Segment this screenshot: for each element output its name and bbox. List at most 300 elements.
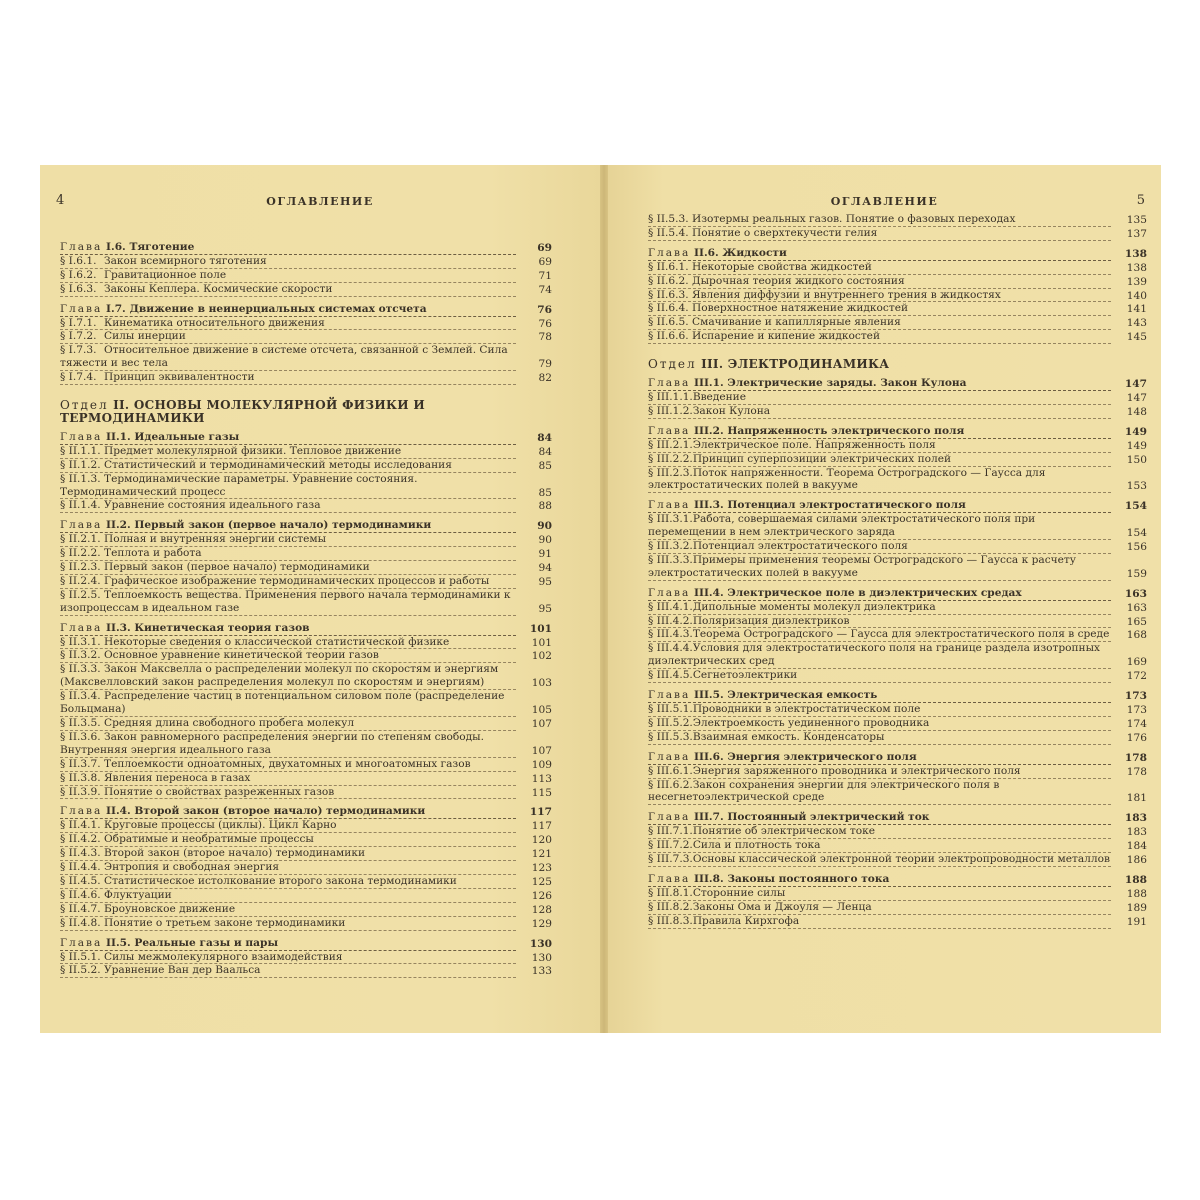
- toc-entry-title: [648, 213, 1111, 227]
- entry-number: III.7.: [694, 811, 724, 824]
- toc-entry-title: [60, 663, 516, 690]
- section-number: § II.5.1.: [60, 950, 101, 963]
- entry-page-number: 109: [531, 758, 552, 771]
- toc-entry-title: [648, 915, 1111, 929]
- entry-page-number: 183: [1126, 826, 1147, 839]
- entry-title-text: Изотермы реальных газов. Понятие о фазовых переходах: [692, 213, 1016, 225]
- entry-number: III.2.: [694, 424, 724, 437]
- section-number: § III.3.2.: [648, 540, 693, 553]
- entry-page-number: 126: [531, 889, 552, 902]
- entry-title-text: Основы классической электронной теории электропроводности металлов: [692, 853, 1110, 866]
- section-number: § III.8.1.: [648, 886, 693, 899]
- entry-title-text: Сегнетоэлектрики: [692, 669, 798, 682]
- entry-title-text: Потенциал электростатического поля: [692, 540, 908, 553]
- toc-section-entry: [60, 371, 552, 385]
- entry-page-number: 172: [1126, 670, 1147, 683]
- toc-entry-title: [648, 811, 1111, 825]
- chapter-label: Глава: [648, 499, 691, 512]
- section-number: § II.3.5.: [60, 717, 101, 729]
- toc-entry-title: [60, 317, 516, 331]
- entry-title-text: Кинематика относительного движения: [104, 316, 325, 329]
- section-number: § III.5.3.: [648, 730, 693, 743]
- toc-entry-title: [60, 917, 516, 931]
- entry-page-number: 184: [1126, 840, 1147, 853]
- toc-section-entry: [648, 615, 1147, 629]
- toc-entry-title: [648, 358, 1111, 371]
- section-number: § I.6.2.: [60, 268, 97, 281]
- toc-entry-title: [60, 330, 516, 344]
- toc-chapter-entry: [60, 937, 552, 951]
- entry-number: III.4.: [694, 586, 724, 599]
- page-number: 4: [56, 193, 65, 208]
- toc-section-entry: [648, 887, 1147, 901]
- toc-entry-title: [648, 731, 1111, 745]
- section-number: § II.3.3.: [60, 663, 101, 676]
- entry-title-text: Статистическое истолкование второго закона термодинамики: [104, 874, 457, 887]
- entry-title-text: Кинетическая теория газов: [134, 621, 310, 634]
- toc-section-entry: [648, 765, 1147, 779]
- toc-entry-title: [648, 839, 1111, 853]
- chapter-label: Глава: [648, 872, 691, 885]
- entry-title-text: Энергия электрического поля: [727, 750, 917, 763]
- entry-page-number: 168: [1126, 629, 1147, 642]
- entry-title-text: Правила Кирхгофа: [692, 914, 800, 927]
- section-number: § II.3.7.: [60, 757, 101, 770]
- toc-section-entry: [60, 786, 552, 800]
- toc-entry-title: [60, 303, 516, 317]
- toc-chapter-entry: [60, 805, 552, 819]
- section-number: § II.5.3.: [648, 213, 689, 225]
- entry-number: II.5.: [106, 936, 131, 949]
- section-number: § II.2.1.: [60, 533, 101, 546]
- toc-entry-title: [648, 227, 1111, 241]
- toc-section-entry: [60, 903, 552, 917]
- entry-page-number: 163: [1126, 601, 1147, 614]
- section-number: § III.7.1.: [648, 825, 693, 838]
- entry-page-number: 147: [1124, 378, 1147, 391]
- running-head: ОГЛАВЛЕНИЕ: [830, 195, 939, 208]
- toc-section-entry: [648, 915, 1147, 929]
- chapter-label: Глава: [648, 811, 691, 824]
- entry-page-number: 103: [531, 677, 552, 690]
- toc-section-entry: [60, 819, 552, 833]
- entry-page-number: 120: [531, 834, 552, 847]
- entry-title-text: Термодинамические параметры. Уравнение состояния. Термодинамический процесс: [60, 472, 418, 498]
- entry-page-number: 165: [1126, 615, 1147, 628]
- section-number: § III.2.2.: [648, 452, 693, 465]
- open-book: [40, 165, 1161, 1033]
- entry-page-number: 85: [538, 459, 552, 472]
- entry-title-text: Флуктуации: [104, 888, 172, 901]
- toc-section-entry: [648, 513, 1147, 540]
- entry-page-number: 176: [1126, 731, 1147, 744]
- toc-section-entry: [60, 875, 552, 889]
- toc-entry-title: [60, 805, 516, 819]
- toc-entry-title: [648, 540, 1111, 554]
- section-number: § III.5.1.: [648, 703, 693, 715]
- entry-page-number: 174: [1126, 717, 1147, 730]
- entry-page-number: 128: [531, 903, 552, 916]
- entry-page-number: 145: [1126, 331, 1147, 344]
- toc-entry-title: [648, 887, 1111, 901]
- entry-title-text: Второй закон (второе начало) термодинамики: [134, 805, 426, 818]
- section-number: § II.5.4.: [648, 226, 689, 239]
- entry-number: II.2.: [106, 519, 131, 532]
- entry-title-text: Сила и плотность тока: [692, 839, 821, 852]
- toc-section-entry: [648, 453, 1147, 467]
- section-number: § II.2.5.: [60, 588, 101, 601]
- entry-page-number: 139: [1126, 275, 1147, 288]
- toc-section-entry: [60, 255, 552, 269]
- entry-title-text: Дырочная теория жидкого состояния: [692, 274, 905, 287]
- entry-title-text: Электрическое поле. Напряженность поля: [692, 438, 936, 451]
- entry-title-text: Закон всемирного тяготения: [104, 254, 267, 267]
- toc-entry-title: [60, 690, 516, 717]
- entry-title-text: Основное уравнение кинетической теории газов: [104, 649, 379, 662]
- entry-number: II.1.: [106, 430, 131, 443]
- entry-title-text: Теплоемкость вещества. Применения первого начала термодинамики к изопроцессам в идеальном газе: [60, 588, 511, 614]
- toc-section-entry: [60, 636, 552, 650]
- toc-section-entry: [648, 316, 1147, 330]
- section-number: § II.4.8.: [60, 916, 101, 929]
- section-number: § III.1.1.: [648, 390, 693, 403]
- entry-page-number: 125: [531, 875, 552, 888]
- section-number: § II.4.7.: [60, 902, 101, 915]
- entry-page-number: 84: [537, 431, 552, 444]
- entry-page-number: 178: [1124, 751, 1147, 764]
- toc-entry-title: [60, 344, 516, 371]
- toc-section-entry: [648, 825, 1147, 839]
- toc-section-entry: [60, 951, 552, 965]
- toc-section-entry: [648, 467, 1147, 494]
- section-number: § III.7.3.: [648, 853, 693, 866]
- toc-entry-title: [648, 405, 1111, 419]
- chapter-label: Глава: [60, 805, 103, 818]
- entry-page-number: 153: [1126, 480, 1147, 493]
- section-number: § I.7.3.: [60, 344, 97, 357]
- toc-entry-title: [648, 391, 1111, 405]
- entry-page-number: 91: [538, 548, 552, 561]
- section-number: § I.6.1.: [60, 254, 97, 267]
- toc-chapter-entry: [648, 811, 1147, 825]
- entry-title-text: Тяготение: [129, 241, 195, 253]
- section-number: § III.3.1.: [648, 513, 693, 526]
- toc-entry-title: [60, 547, 516, 561]
- chapter-label: Глава: [648, 246, 691, 259]
- entry-title-text: Реальные газы и пары: [134, 936, 279, 949]
- toc-section-entry: [60, 861, 552, 875]
- toc-section-entry: [648, 628, 1147, 642]
- entry-page-number: 138: [1126, 261, 1147, 274]
- toc-chapter-entry: [648, 377, 1147, 391]
- toc-section-entry: [60, 833, 552, 847]
- toc-entry-title: [648, 499, 1111, 513]
- chapter-label: Глава: [648, 424, 691, 437]
- toc-entry-title: [60, 561, 516, 575]
- section-number: § III.8.3.: [648, 914, 693, 927]
- section-number: § II.6.2.: [648, 274, 689, 287]
- toc-section-entry: [60, 499, 552, 513]
- toc-section-entry: [648, 439, 1147, 453]
- toc-section-entry: [60, 473, 552, 500]
- entry-page-number: 163: [1124, 587, 1147, 600]
- toc-entry-title: [648, 261, 1111, 275]
- section-number: § II.6.4.: [648, 302, 689, 315]
- toc-entry-title: [60, 649, 516, 663]
- toc-chapter-entry: [648, 247, 1147, 261]
- entry-page-number: 94: [538, 562, 552, 575]
- entry-number: I.7.: [106, 302, 126, 315]
- entry-title-text: Некоторые сведения о классической статистической физике: [104, 635, 450, 648]
- entry-page-number: 74: [538, 283, 552, 296]
- entry-page-number: 102: [531, 650, 552, 663]
- entry-page-number: 173: [1126, 704, 1147, 716]
- entry-page-number: 113: [531, 772, 552, 785]
- entry-page-number: 101: [529, 622, 552, 635]
- toc-entry-title: [648, 642, 1111, 669]
- toc-entry-title: [60, 819, 516, 833]
- toc-section-entry: [60, 459, 552, 473]
- section-number: § I.7.4.: [60, 371, 97, 384]
- entry-title-text: Первый закон (первое начало) термодинамики: [104, 561, 370, 574]
- toc-section-entry: [648, 554, 1147, 581]
- toc-entry-title: [60, 575, 516, 589]
- entry-title-text: Законы Ома и Джоуля — Ленца: [692, 900, 872, 913]
- page-number: 5: [1136, 193, 1145, 208]
- section-number: § II.3.6.: [60, 730, 101, 743]
- chapter-label: Глава: [648, 377, 691, 390]
- entry-title-text: Первый закон (первое начало) термодинамики: [134, 519, 432, 532]
- toc-entry-title: [60, 499, 516, 513]
- toc-section-entry: [648, 642, 1147, 669]
- chapter-label: Глава: [60, 430, 103, 443]
- toc-chapter-entry: [60, 241, 552, 255]
- toc-chapter-entry: [60, 519, 552, 533]
- entry-title-text: Электрическая емкость: [727, 689, 878, 702]
- chapter-label: Глава: [648, 689, 691, 702]
- entry-page-number: 154: [1124, 500, 1147, 513]
- entry-number: III.3.: [694, 499, 724, 512]
- toc-entry-title: [648, 453, 1111, 467]
- toc-list-left: [60, 235, 552, 978]
- toc-entry-title: [60, 255, 516, 269]
- toc-entry-title: [60, 786, 516, 800]
- toc-entry-title: [60, 833, 516, 847]
- entry-page-number: 143: [1126, 317, 1147, 330]
- entry-page-number: 188: [1124, 873, 1147, 886]
- entry-page-number: 183: [1124, 812, 1147, 825]
- entry-title-text: Закон равномерного распределения энергии по степеням свободы. Внутренняя энергия идеального газа: [60, 730, 484, 756]
- entry-number: II.4.: [106, 805, 131, 818]
- entry-page-number: 148: [1126, 405, 1147, 418]
- toc-section-entry: [648, 703, 1147, 717]
- toc-entry-title: [648, 330, 1111, 344]
- entry-title-text: Жидкости: [722, 246, 787, 259]
- entry-page-number: 101: [531, 636, 552, 649]
- toc-section-entry: [648, 731, 1147, 745]
- entry-title-text: Энергия заряженного проводника и электрического поля: [692, 764, 1021, 777]
- entry-page-number: 76: [537, 303, 552, 316]
- toc-entry-title: [60, 473, 516, 500]
- entry-page-number: 140: [1126, 289, 1147, 302]
- toc-chapter-entry: [60, 303, 552, 317]
- entry-number: II.3.: [106, 621, 131, 634]
- entry-title-text: Статистический и термодинамический методы исследования: [104, 458, 452, 471]
- entry-title-text: Поверхностное натяжение жидкостей: [692, 302, 909, 315]
- entry-number: II.6.: [694, 246, 719, 259]
- toc-section-entry: [60, 589, 552, 616]
- section-number: § II.3.8.: [60, 771, 101, 784]
- entry-page-number: 79: [538, 358, 552, 371]
- toc-section-entry: [648, 391, 1147, 405]
- entry-page-number: 82: [538, 372, 552, 385]
- toc-list-right: [648, 213, 1147, 929]
- entry-page-number: 90: [537, 520, 552, 533]
- entry-page-number: 129: [531, 917, 552, 930]
- entry-page-number: 88: [538, 500, 552, 513]
- entry-page-number: 150: [1126, 453, 1147, 466]
- toc-entry-title: [648, 587, 1111, 601]
- section-number: § III.4.4.: [648, 642, 693, 655]
- toc-entry-title: [60, 772, 516, 786]
- toc-entry-title: [60, 589, 516, 616]
- toc-section-entry: [648, 669, 1147, 683]
- toc-entry-title: [60, 622, 516, 636]
- entry-page-number: 156: [1126, 541, 1147, 554]
- toc-chapter-entry: [648, 425, 1147, 439]
- toc-section-entry: [60, 690, 552, 717]
- entry-title-text: Испарение и кипение жидкостей: [692, 330, 881, 343]
- entry-title-text: Поток напряженности. Теорема Остроградского — Гаусса для электростатических полей в вакууме: [648, 466, 1046, 492]
- entry-title-text: Работа, совершаемая силами электростатического поля при перемещении в нем электрического заряда: [648, 513, 1036, 539]
- toc-chapter-entry: [648, 689, 1147, 703]
- entry-title-text: Броуновское движение: [104, 902, 236, 915]
- entry-page-number: 107: [531, 718, 552, 730]
- toc-section-entry: [60, 758, 552, 772]
- section-number: § II.3.9.: [60, 785, 101, 798]
- section-number: § II.1.1.: [60, 444, 101, 457]
- chapter-label: Глава: [60, 519, 103, 532]
- toc-entry-title: [60, 459, 516, 473]
- toc-entry-title: [648, 425, 1111, 439]
- entry-title-text: Законы Кеплера. Космические скорости: [104, 282, 333, 295]
- toc-entry-title: [60, 636, 516, 650]
- entry-title-text: Силы межмолекулярного взаимодействия: [104, 950, 343, 963]
- entry-title-text: Взаимная емкость. Конденсаторы: [692, 730, 885, 743]
- toc-chapter-entry: [648, 587, 1147, 601]
- entry-page-number: 78: [538, 331, 552, 344]
- chapter-label: Глава: [60, 241, 103, 253]
- toc-section-entry: [648, 213, 1147, 227]
- section-number: § II.6.1.: [648, 260, 689, 273]
- entry-page-number: 117: [531, 820, 552, 833]
- toc-section-entry: [60, 561, 552, 575]
- entry-title-text: Энтропия и свободная энергия: [104, 861, 280, 874]
- toc-entry-title: [648, 377, 1111, 391]
- section-number: § III.6.2.: [648, 778, 693, 791]
- toc-entry-title: [648, 316, 1111, 330]
- toc-entry-title: [60, 445, 516, 459]
- toc-section-entry: [648, 779, 1147, 806]
- section-number: § III.4.1.: [648, 600, 693, 613]
- entry-title-text: Полная и внутренняя энергии системы: [104, 533, 327, 546]
- entry-page-number: 141: [1126, 303, 1147, 316]
- toc-entry-title: [648, 873, 1111, 887]
- toc-entry-title: [648, 717, 1111, 731]
- section-number: § III.3.3.: [648, 553, 693, 566]
- section-number: § II.3.4.: [60, 690, 101, 703]
- toc-section-entry: [60, 717, 552, 731]
- entry-title-text: Графическое изображение термодинамических процессов и работы: [104, 574, 490, 587]
- entry-page-number: 137: [1126, 227, 1147, 240]
- toc-section-entry: [60, 317, 552, 331]
- entry-number: III.1.: [694, 377, 724, 390]
- toc-entry-title: [60, 861, 516, 875]
- section-number: § I.7.1.: [60, 316, 97, 329]
- toc-entry-title: [648, 601, 1111, 615]
- entry-page-number: 107: [531, 744, 552, 757]
- entry-page-number: 95: [538, 575, 552, 588]
- toc-entry-title: [648, 467, 1111, 494]
- toc-section-entry: [648, 302, 1147, 316]
- section-number: § I.7.2.: [60, 330, 97, 343]
- entry-page-number: 69: [538, 255, 552, 268]
- right-page: [608, 165, 1161, 1033]
- entry-page-number: 121: [531, 848, 552, 861]
- entry-page-number: 130: [529, 937, 552, 950]
- section-number: § II.6.5.: [648, 316, 689, 329]
- toc-entry-title: [60, 889, 516, 903]
- entry-number: I.6.: [106, 241, 126, 253]
- entry-page-number: 178: [1126, 765, 1147, 778]
- toc-section-entry: [648, 839, 1147, 853]
- toc-section-entry: [60, 547, 552, 561]
- toc-part-heading: [60, 399, 552, 425]
- toc-section-entry: [60, 533, 552, 547]
- section-number: § II.6.6.: [648, 330, 689, 343]
- entry-page-number: 117: [529, 806, 552, 819]
- toc-section-entry: [648, 261, 1147, 275]
- entry-title-text: Явления переноса в газах: [104, 771, 251, 784]
- section-number: § I.6.3.: [60, 282, 97, 295]
- toc-entry-title: [648, 439, 1111, 453]
- entry-page-number: 169: [1126, 656, 1147, 669]
- entry-title-text: Сторонние силы: [692, 886, 786, 899]
- toc-section-entry: [60, 445, 552, 459]
- entry-title-text: Средняя длина свободного пробега молекул: [104, 717, 355, 729]
- entry-page-number: 85: [538, 486, 552, 499]
- entry-title-text: Закон Максвелла о распределении молекул по скоростям и энергиям (Максвелловский закон распределения молекул по скоростям и энергиям): [60, 663, 499, 689]
- entry-number: II.: [113, 398, 130, 413]
- entry-title-text: Обратимые и необратимые процессы: [104, 833, 314, 846]
- entry-page-number: 123: [531, 862, 552, 875]
- entry-page-number: 69: [537, 242, 552, 254]
- toc-entry-title: [648, 689, 1111, 703]
- toc-section-entry: [60, 330, 552, 344]
- section-number: § III.1.2.: [648, 404, 693, 417]
- running-head: ОГЛАВЛЕНИЕ: [266, 195, 374, 208]
- section-number: § III.2.3.: [648, 466, 693, 479]
- entry-page-number: 181: [1126, 792, 1147, 805]
- entry-page-number: 138: [1124, 247, 1147, 260]
- toc-entry-title: [60, 371, 516, 385]
- entry-page-number: 71: [538, 269, 552, 282]
- entry-page-number: 186: [1126, 854, 1147, 867]
- chapter-label: Глава: [648, 750, 691, 763]
- toc-entry-title: [648, 247, 1111, 261]
- entry-title-text: Закон сохранения энергии для электрического поля в несегнетоэлектрической среде: [648, 778, 1000, 804]
- chapter-label: Глава: [648, 586, 691, 599]
